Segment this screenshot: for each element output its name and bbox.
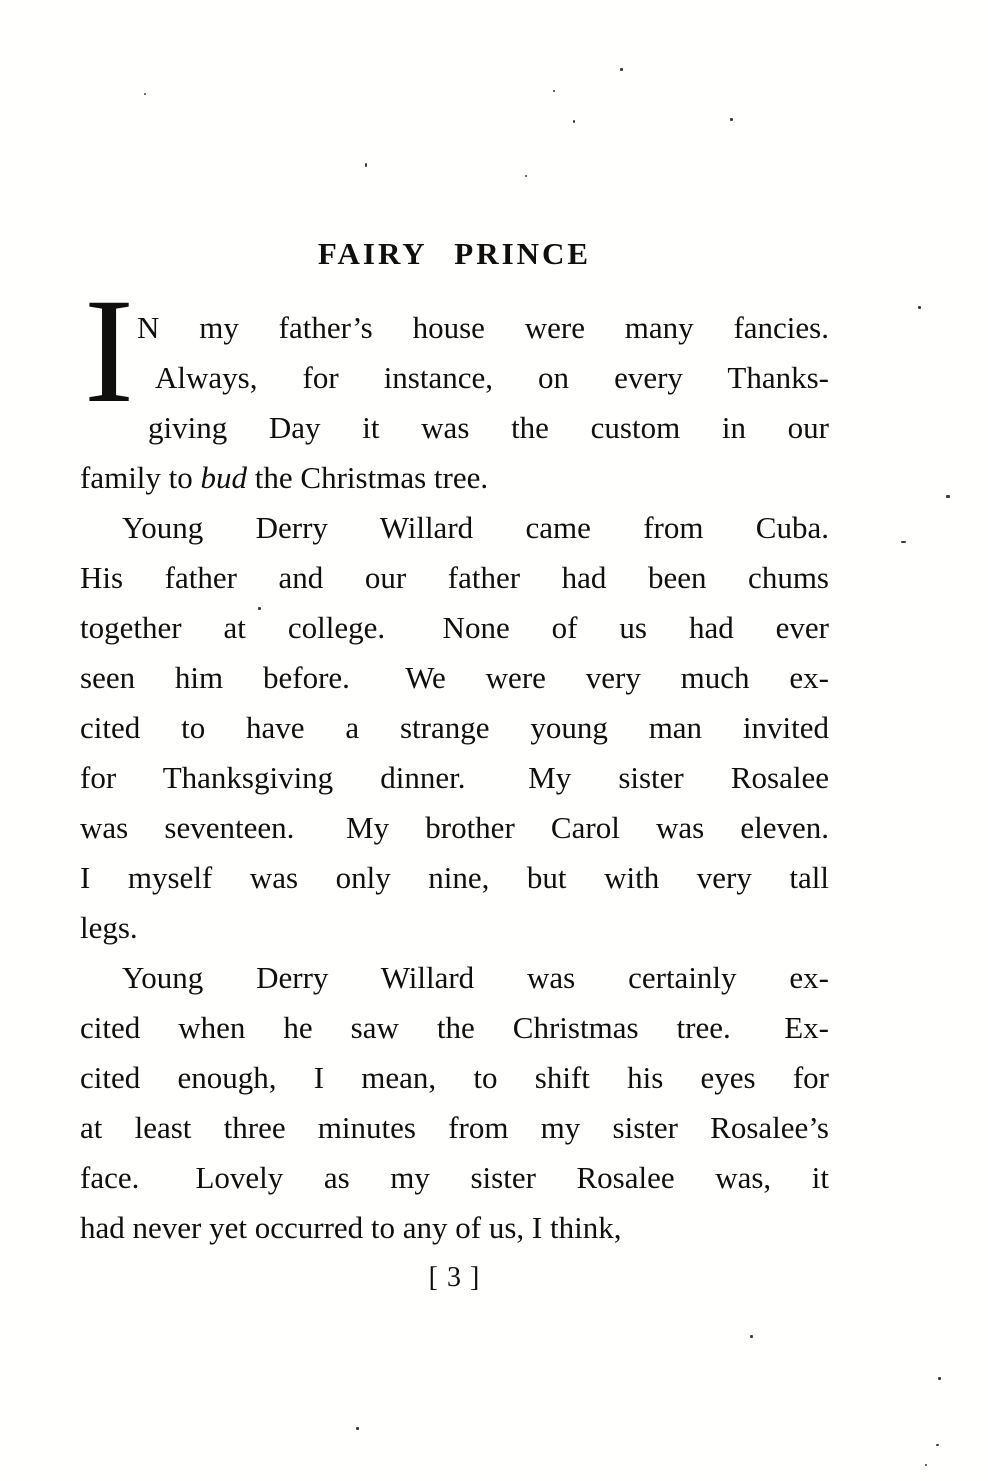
text-line: N my father’s house were many fancies. bbox=[137, 310, 829, 345]
scan-artifact-dot bbox=[938, 1377, 941, 1380]
page-number: [ 3 ] bbox=[428, 1262, 481, 1293]
text-line: cited to have a strange young man invited bbox=[80, 710, 829, 745]
scan-artifact-dot bbox=[525, 175, 527, 177]
scan-artifact-dot bbox=[258, 607, 261, 610]
scan-artifact-dot bbox=[365, 163, 367, 167]
scan-artifact-dot bbox=[356, 1427, 359, 1430]
scan-artifact-dot bbox=[750, 1335, 753, 1338]
text-line: I myself was only nine, but with very tall bbox=[80, 860, 829, 895]
text-line: seen him before. We were very much ex- bbox=[80, 660, 829, 695]
scan-artifact-dot bbox=[730, 118, 733, 121]
text-body bbox=[80, 268, 829, 1303]
text-line: was seventeen. My brother Carol was eleven. bbox=[80, 810, 829, 845]
text-line: family to bud the Christmas tree. bbox=[80, 460, 489, 495]
scan-artifact-dot bbox=[925, 1464, 927, 1466]
text-line: giving Day it was the custom in our bbox=[148, 410, 829, 445]
chapter-title: FAIRY PRINCE bbox=[317, 236, 592, 271]
scan-artifact-dot bbox=[144, 93, 146, 95]
text-line: Young Derry Willard was certainly ex- bbox=[122, 960, 829, 995]
scan-artifact-dot bbox=[620, 68, 623, 71]
scan-artifact-dot bbox=[918, 306, 921, 309]
paragraph bbox=[80, 503, 829, 953]
text-line: Young Derry Willard came from Cuba. bbox=[122, 510, 829, 545]
scan-artifact-dot bbox=[946, 495, 950, 498]
text-line: had never yet occurred to any of us, I think, bbox=[80, 1210, 622, 1245]
paragraphs-container bbox=[80, 268, 829, 1253]
text-line: His father and our father had been chums bbox=[80, 560, 829, 595]
text-line: cited when he saw the Christmas tree. Ex- bbox=[80, 1010, 829, 1045]
text-line: legs. bbox=[80, 910, 138, 945]
text-line: face. Lovely as my sister Rosalee was, it bbox=[80, 1160, 829, 1195]
text-line: Always, for instance, on every Thanks- bbox=[155, 360, 829, 395]
scan-artifact-dot bbox=[573, 120, 575, 123]
text-line: together at college. None of us had ever bbox=[80, 610, 829, 645]
paragraph bbox=[80, 268, 829, 503]
scan-artifact-dot bbox=[901, 541, 906, 543]
text-line: for Thanksgiving dinner. My sister Rosalee bbox=[80, 760, 829, 795]
scan-artifact-dot bbox=[936, 1444, 939, 1446]
scan-artifact-dot bbox=[553, 90, 555, 92]
text-line: at least three minutes from my sister Rosalee’s bbox=[80, 1110, 829, 1145]
drop-cap-letter: I bbox=[84, 268, 134, 434]
paragraph bbox=[80, 953, 829, 1253]
text-line: cited enough, I mean, to shift his eyes for bbox=[80, 1060, 829, 1095]
